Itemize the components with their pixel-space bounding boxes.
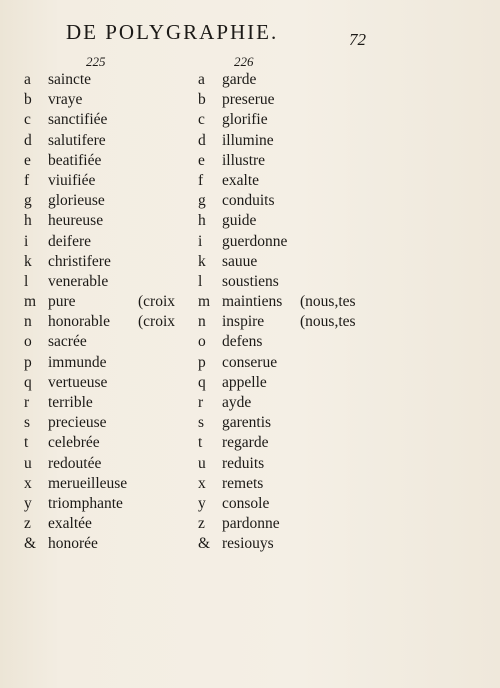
left-letter: f (24, 171, 30, 189)
right-letter: i (198, 232, 203, 250)
right-note: (nous,tes (300, 313, 356, 331)
table-row (22, 373, 482, 393)
right-word: garde (222, 71, 257, 88)
table-row (22, 474, 482, 494)
table-row (22, 151, 482, 171)
right-word: conduits (222, 192, 275, 210)
right-word: glorifie (222, 111, 268, 129)
table-row (22, 70, 482, 90)
left-letter: k (24, 252, 32, 270)
cipher-table (22, 70, 482, 555)
right-word: exalte (222, 171, 260, 189)
left-word: venerable (48, 272, 109, 290)
left-letter: n (24, 313, 32, 331)
left-word: honorée (48, 535, 98, 553)
left-letter: r (24, 394, 30, 411)
left-word: saincte (48, 71, 92, 88)
left-word: heureuse (48, 212, 104, 230)
left-word: triomphante (48, 494, 123, 512)
table-row (22, 211, 482, 231)
right-letter: b (198, 91, 206, 109)
right-word: maintiens (222, 293, 283, 311)
right-note: (nous,tes (300, 293, 356, 311)
right-letter: y (198, 494, 206, 512)
left-letter: o (24, 333, 32, 351)
left-word: precieuse (48, 414, 107, 432)
table-row (22, 292, 482, 312)
left-word: beatifiée (48, 151, 102, 169)
right-word: remets (222, 474, 264, 492)
left-letter: p (24, 353, 32, 371)
right-letter: m (198, 293, 211, 311)
left-word: redoutée (48, 454, 102, 472)
left-word: glorieuse (48, 192, 105, 210)
left-word: vraye (48, 91, 83, 109)
right-letter: f (198, 171, 204, 189)
page-number: 72 (349, 30, 366, 49)
right-letter: s (198, 414, 205, 432)
right-letter: d (198, 131, 206, 149)
left-letter: s (24, 414, 31, 432)
right-word: illustre (222, 151, 266, 169)
left-letter: g (24, 192, 32, 210)
table-row (22, 534, 482, 554)
left-letter: u (24, 454, 32, 472)
right-letter: g (198, 192, 206, 210)
left-note: (croix (138, 313, 176, 331)
left-word: salutifere (48, 131, 106, 149)
right-letter: h (198, 212, 206, 230)
table-row (22, 433, 482, 453)
right-word: resiouys (222, 535, 274, 553)
right-word: conserue (222, 353, 278, 371)
column-number-right: 226 (234, 54, 254, 69)
table-row (22, 252, 482, 272)
left-letter: l (24, 272, 29, 290)
right-word: illumine (222, 131, 274, 149)
table-row (22, 393, 482, 413)
right-letter: & (198, 535, 211, 553)
left-letter: c (24, 111, 31, 129)
left-note: (croix (138, 293, 176, 311)
table-row (22, 353, 482, 373)
left-letter: b (24, 91, 32, 109)
right-letter: a (198, 71, 205, 88)
left-word: immunde (48, 353, 107, 371)
right-word: preserue (222, 91, 275, 109)
table-row (22, 232, 482, 252)
left-word: celebrée (48, 434, 100, 452)
left-letter: m (24, 293, 37, 311)
left-word: sacrée (48, 333, 87, 351)
left-word: pure (48, 293, 76, 311)
left-letter: q (24, 373, 32, 391)
right-letter: r (198, 394, 204, 411)
right-word: guerdonne (222, 232, 288, 250)
left-word: merueilleuse (48, 474, 128, 492)
left-letter: t (24, 434, 29, 452)
right-letter: t (198, 434, 203, 452)
left-word: exaltée (48, 515, 92, 533)
left-word: sanctifiée (48, 111, 108, 129)
left-letter: a (24, 71, 31, 88)
left-word: viuifiée (48, 171, 96, 189)
table-row (22, 131, 482, 151)
right-letter: z (198, 515, 205, 533)
table-row (22, 110, 482, 130)
left-letter: e (24, 151, 31, 169)
table-row (22, 90, 482, 110)
table-row (22, 332, 482, 352)
right-word: sauue (222, 252, 258, 270)
left-letter: y (24, 494, 32, 512)
right-word: ayde (222, 394, 252, 411)
right-word: console (222, 494, 270, 512)
left-letter: z (24, 515, 31, 533)
right-letter: c (198, 111, 205, 129)
right-letter: q (198, 373, 206, 391)
left-word: deifere (48, 232, 92, 250)
left-letter: & (24, 535, 37, 553)
table-row (22, 191, 482, 211)
right-letter: p (198, 353, 206, 371)
right-letter: x (198, 474, 206, 492)
right-word: pardonne (222, 515, 280, 533)
right-letter: n (198, 313, 206, 331)
table-row (22, 454, 482, 474)
left-letter: x (24, 474, 32, 492)
table-row (22, 514, 482, 534)
table-row (22, 413, 482, 433)
left-letter: h (24, 212, 32, 230)
right-letter: l (198, 272, 203, 290)
right-word: garentis (222, 414, 272, 432)
table-row (22, 171, 482, 191)
left-word: christifere (48, 252, 111, 270)
right-word: guide (222, 212, 257, 230)
right-letter: k (198, 252, 206, 270)
right-word: regarde (222, 434, 269, 452)
right-letter: e (198, 151, 205, 169)
right-word: defens (222, 333, 263, 351)
right-word: inspire (222, 313, 265, 331)
left-letter: i (24, 232, 29, 250)
left-word: vertueuse (48, 373, 108, 391)
right-word: reduits (222, 454, 265, 472)
column-number-left: 225 (86, 54, 106, 69)
table-row (22, 312, 482, 332)
left-word: honorable (48, 313, 110, 331)
right-letter: o (198, 333, 206, 351)
right-word: soustiens (222, 272, 279, 290)
running-title: DE POLYGRAPHIE. (66, 20, 279, 44)
right-letter: u (198, 454, 206, 472)
table-row (22, 272, 482, 292)
left-word: terrible (48, 394, 93, 411)
right-word: appelle (222, 373, 267, 391)
left-letter: d (24, 131, 32, 149)
table-row (22, 494, 482, 514)
